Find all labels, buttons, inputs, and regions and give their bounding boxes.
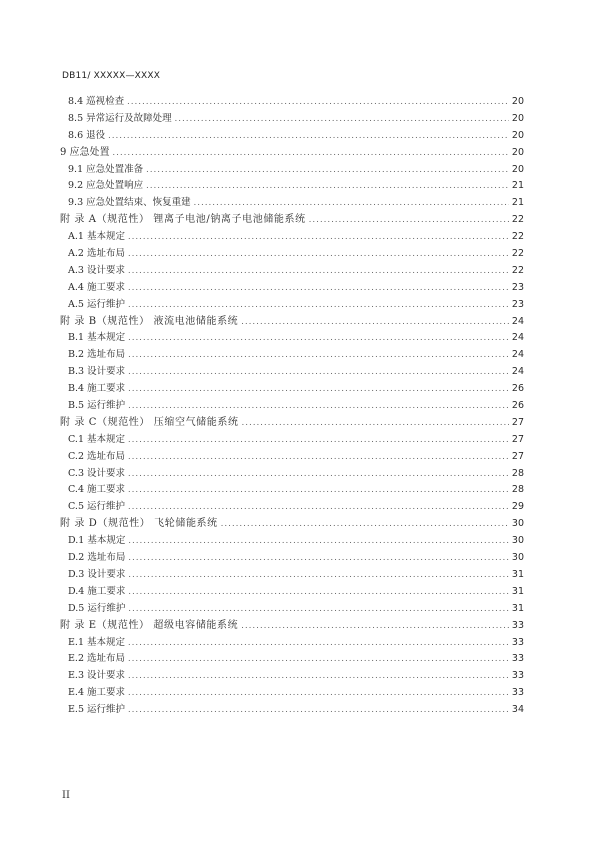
toc-entry-page: 20	[511, 112, 524, 124]
toc-leader-dots	[128, 482, 509, 499]
toc-chapter-entry[interactable]	[60, 145, 524, 162]
toc-section-entry[interactable]	[60, 685, 524, 702]
toc-entry-page: 21	[511, 180, 524, 192]
toc-leader-dots	[128, 381, 509, 398]
toc-entry-label: 附 录 E（规范性） 超级电容储能系统	[60, 619, 239, 631]
toc-entry-page: 22	[511, 264, 524, 276]
toc-entry-page: 26	[511, 383, 524, 395]
toc-entry-page: 24	[511, 332, 524, 344]
toc-leader-dots	[128, 246, 509, 263]
table-of-contents	[60, 94, 524, 719]
toc-entry-label: 8.5 异常运行及故障处理	[68, 112, 172, 124]
toc-entry-page: 23	[511, 281, 524, 293]
toc-section-entry[interactable]	[60, 432, 524, 449]
toc-leader-dots	[128, 263, 509, 280]
toc-section-entry[interactable]	[60, 466, 524, 483]
toc-entry-label: C.1 基本规定	[68, 433, 126, 445]
toc-section-entry[interactable]	[60, 398, 524, 415]
toc-section-entry[interactable]	[60, 584, 524, 601]
toc-leader-dots	[309, 212, 509, 229]
toc-section-entry[interactable]	[60, 111, 524, 128]
toc-appendix-entry[interactable]	[60, 212, 524, 229]
toc-entry-page: 33	[511, 636, 524, 648]
toc-leader-dots	[128, 533, 509, 550]
toc-entry-page: 30	[511, 518, 524, 530]
toc-leader-dots	[128, 280, 509, 297]
toc-leader-dots	[128, 685, 509, 702]
toc-leader-dots	[128, 466, 509, 483]
toc-entry-label: B.3 设计要求	[68, 366, 126, 378]
toc-entry-page: 20	[511, 96, 524, 107]
toc-entry-page: 31	[511, 602, 524, 614]
toc-leader-dots	[241, 618, 509, 635]
toc-entry-label: 8.6 退役	[68, 129, 106, 141]
toc-entry-page: 22	[511, 214, 524, 226]
toc-entry-page: 33	[511, 687, 524, 699]
toc-leader-dots	[128, 229, 509, 246]
toc-leader-dots	[128, 499, 509, 516]
toc-section-entry[interactable]	[60, 702, 524, 719]
toc-entry-label: E.5 运行维护	[68, 704, 126, 716]
toc-leader-dots	[128, 432, 509, 449]
toc-section-entry[interactable]	[60, 449, 524, 466]
toc-entry-label: A.5 运行维护	[68, 298, 125, 310]
toc-entry-label: D.1 基本规定	[68, 535, 126, 547]
toc-appendix-entry[interactable]	[60, 516, 524, 533]
toc-entry-label: B.5 运行维护	[68, 400, 126, 412]
toc-leader-dots	[194, 195, 509, 212]
toc-entry-label: 9.2 应急处置响应	[68, 180, 144, 192]
toc-leader-dots	[128, 635, 509, 652]
toc-entry-label: A.4 施工要求	[68, 281, 125, 293]
toc-section-entry[interactable]	[60, 364, 524, 381]
toc-leader-dots	[128, 601, 509, 618]
toc-entry-page: 31	[511, 585, 524, 597]
toc-entry-page: 23	[511, 298, 524, 310]
toc-section-entry[interactable]	[60, 482, 524, 499]
toc-entry-page: 27	[511, 433, 524, 445]
toc-leader-dots	[127, 94, 509, 111]
toc-section-entry[interactable]	[60, 195, 524, 212]
toc-entry-page: 27	[511, 450, 524, 462]
toc-section-entry[interactable]	[60, 381, 524, 398]
toc-entry-page: 27	[511, 416, 524, 428]
toc-entry-label: D.4 施工要求	[68, 585, 126, 597]
toc-section-entry[interactable]	[60, 280, 524, 297]
toc-section-entry[interactable]	[60, 94, 524, 111]
toc-entry-label: D.2 选址布局	[68, 552, 126, 564]
toc-section-entry[interactable]	[60, 668, 524, 685]
toc-leader-dots	[128, 668, 509, 685]
toc-entry-page: 24	[511, 366, 524, 378]
toc-section-entry[interactable]	[60, 567, 524, 584]
toc-entry-page: 20	[511, 163, 524, 175]
toc-entry-page: 24	[511, 349, 524, 361]
toc-entry-page: 22	[511, 248, 524, 260]
toc-leader-dots	[242, 415, 509, 432]
toc-entry-label: B.4 施工要求	[68, 383, 126, 395]
toc-entry-label: E.3 设计要求	[68, 670, 126, 682]
toc-entry-page: 21	[511, 197, 524, 209]
toc-entry-page: 33	[511, 619, 524, 631]
toc-entry-label: 8.4 巡视检查	[68, 96, 125, 107]
toc-leader-dots	[221, 516, 509, 533]
toc-entry-label: A.1 基本规定	[68, 231, 125, 243]
toc-section-entry[interactable]	[60, 601, 524, 618]
toc-entry-page: 30	[511, 552, 524, 564]
toc-section-entry[interactable]	[60, 347, 524, 364]
document-code: DB11/ XXXXX—XXXX	[62, 71, 161, 81]
toc-entry-page: 20	[511, 129, 524, 141]
toc-entry-label: E.4 施工要求	[68, 687, 126, 699]
toc-entry-label: C.2 选址布局	[68, 450, 126, 462]
toc-entry-label: 附 录 C（规范性） 压缩空气储能系统	[60, 416, 239, 428]
toc-appendix-entry[interactable]	[60, 415, 524, 432]
toc-leader-dots	[146, 162, 509, 179]
toc-entry-label: E.1 基本规定	[68, 636, 126, 648]
toc-entry-page: 22	[511, 231, 524, 243]
toc-entry-label: E.2 选址布局	[68, 653, 126, 665]
toc-section-entry[interactable]	[60, 550, 524, 567]
toc-section-entry[interactable]	[60, 178, 524, 195]
toc-section-entry[interactable]	[60, 162, 524, 179]
toc-section-entry[interactable]	[60, 330, 524, 347]
toc-appendix-entry[interactable]	[60, 618, 524, 635]
toc-leader-dots	[128, 364, 509, 381]
toc-entry-page: 34	[511, 704, 524, 716]
toc-entry-page: 29	[511, 501, 524, 513]
toc-entry-label: B.2 选址布局	[68, 349, 126, 361]
toc-leader-dots	[146, 178, 509, 195]
toc-leader-dots	[113, 145, 509, 162]
toc-leader-dots	[128, 567, 509, 584]
toc-entry-label: C.4 施工要求	[68, 484, 126, 496]
toc-leader-dots	[128, 398, 509, 415]
toc-entry-label: 9.3 应急处置结束、恢复重建	[68, 197, 191, 209]
toc-section-entry[interactable]	[60, 499, 524, 516]
toc-leader-dots	[128, 347, 509, 364]
toc-entry-page: 28	[511, 484, 524, 496]
toc-section-entry[interactable]	[60, 651, 524, 668]
toc-entry-page: 31	[511, 568, 524, 580]
toc-section-entry[interactable]	[60, 246, 524, 263]
toc-entry-label: B.1 基本规定	[68, 332, 126, 344]
toc-entry-label: A.3 设计要求	[68, 264, 125, 276]
toc-leader-dots	[241, 314, 509, 331]
toc-entry-page: 28	[511, 467, 524, 479]
toc-leader-dots	[128, 584, 509, 601]
toc-section-entry[interactable]	[60, 229, 524, 246]
toc-entry-label: 9 应急处置	[60, 146, 110, 158]
toc-leader-dots	[128, 297, 509, 314]
toc-entry-page: 33	[511, 670, 524, 682]
toc-entry-page: 30	[511, 535, 524, 547]
toc-leader-dots	[175, 111, 509, 128]
toc-section-entry[interactable]	[60, 263, 524, 280]
toc-entry-label: C.3 设计要求	[68, 467, 126, 479]
toc-leader-dots	[128, 449, 509, 466]
toc-section-entry[interactable]	[60, 635, 524, 652]
toc-entry-page: 20	[511, 146, 524, 158]
toc-entry-label: 附 录 A（规范性） 锂离子电池/钠离子电池储能系统	[60, 214, 306, 226]
toc-entry-label: A.2 选址布局	[68, 248, 125, 260]
toc-entry-page: 26	[511, 400, 524, 412]
toc-entry-label: 附 录 D（规范性） 飞轮储能系统	[60, 518, 218, 530]
toc-entry-page: 33	[511, 653, 524, 665]
toc-leader-dots	[128, 702, 509, 719]
toc-leader-dots	[128, 651, 509, 668]
toc-leader-dots	[108, 128, 509, 145]
toc-leader-dots	[128, 330, 509, 347]
toc-entry-label: 附 录 B（规范性） 液流电池储能系统	[60, 315, 239, 327]
toc-section-entry[interactable]	[60, 533, 524, 550]
toc-entry-page: 24	[511, 315, 524, 327]
toc-section-entry[interactable]	[60, 128, 524, 145]
page-number: II	[62, 790, 70, 801]
toc-leader-dots	[128, 550, 509, 567]
toc-appendix-entry[interactable]	[60, 314, 524, 331]
toc-entry-label: 9.1 应急处置准备	[68, 163, 144, 175]
toc-entry-label: D.5 运行维护	[68, 602, 126, 614]
toc-section-entry[interactable]	[60, 297, 524, 314]
toc-entry-label: C.5 运行维护	[68, 501, 126, 513]
toc-entry-label: D.3 设计要求	[68, 568, 126, 580]
